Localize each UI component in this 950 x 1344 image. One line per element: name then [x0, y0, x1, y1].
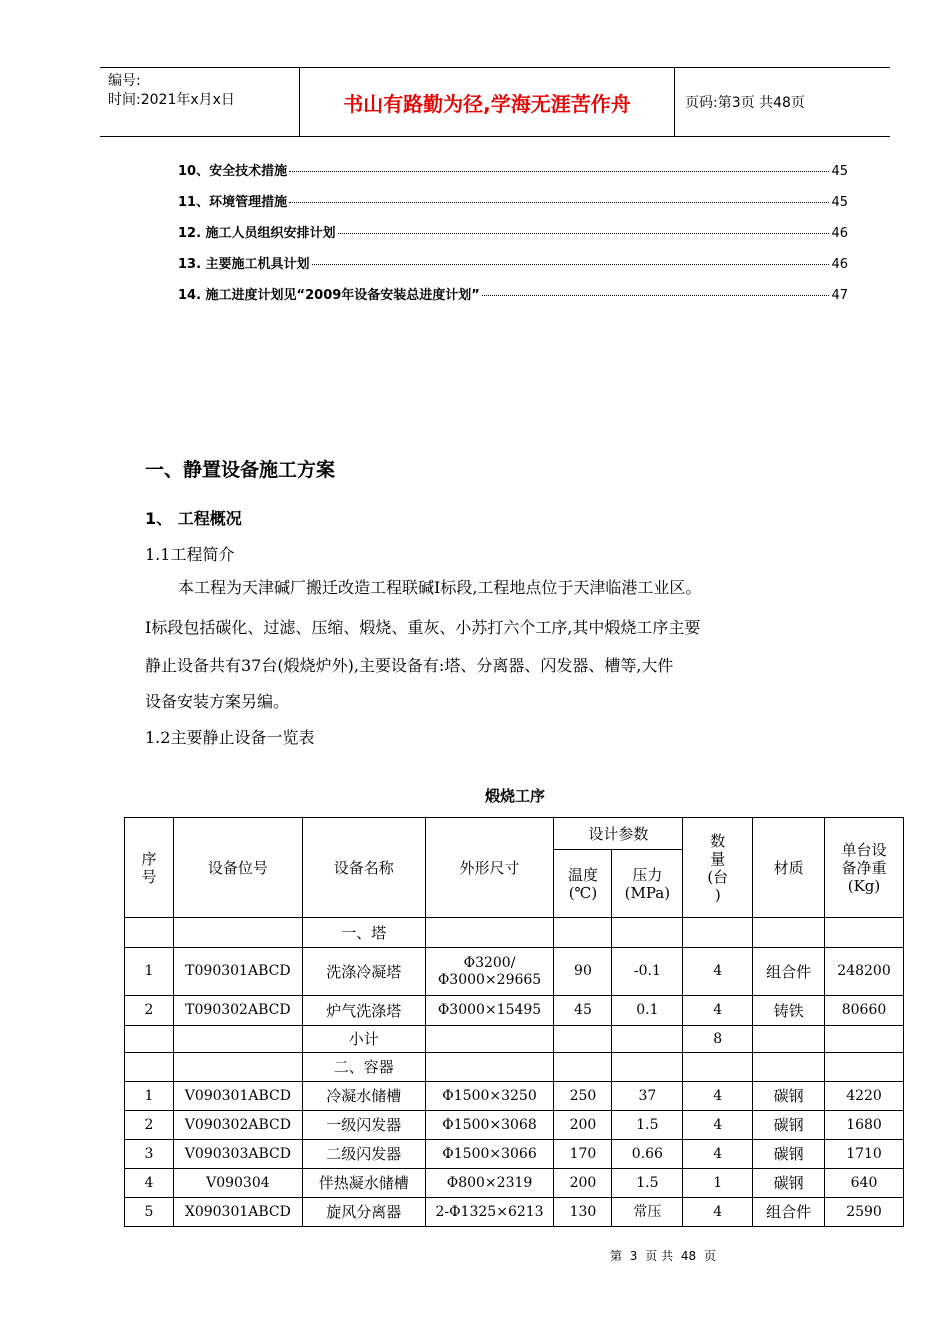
cell-press: -0.1 — [612, 948, 683, 996]
toc-page: 47 — [831, 288, 848, 303]
toc-item[interactable] — [178, 222, 848, 253]
toc-item[interactable] — [178, 284, 848, 315]
cell-press: 0.66 — [612, 1140, 683, 1169]
cell-name: 二级闪发器 — [302, 1140, 425, 1169]
cell-weight: 1710 — [825, 1140, 904, 1169]
cell-press: 0.1 — [612, 996, 683, 1026]
col-seq: 序 号 — [125, 818, 174, 918]
cell-size: Φ3200/ Φ3000×29665 — [425, 948, 554, 996]
col-press: 压力 (MPa) — [612, 850, 683, 918]
toc-page: 46 — [831, 226, 848, 241]
cell-material: 组合件 — [753, 1198, 825, 1227]
toc-page: 45 — [831, 195, 848, 210]
cell-qty: 4 — [683, 1140, 753, 1169]
cell-size: Φ800×2319 — [425, 1169, 554, 1198]
code-label: 编号: — [108, 73, 141, 89]
cell-material: 碳钢 — [753, 1169, 825, 1198]
cell-seq: 2 — [125, 1111, 174, 1140]
cell-qty: 4 — [683, 948, 753, 996]
footer-page-number: 3 — [629, 1249, 638, 1263]
table-row — [125, 948, 904, 996]
cell-qty: 4 — [683, 1198, 753, 1227]
toc-label: 10、安全技术措施 — [178, 164, 288, 179]
subtotal-label: 小计 — [302, 1026, 425, 1053]
cell-material: 组合件 — [753, 948, 825, 996]
subsubsection-title: 1.2主要静止设备一览表 — [145, 728, 315, 747]
time-label: 时间:2021年x月x日 — [108, 92, 235, 108]
table-row — [125, 1111, 904, 1140]
cell-seq: 2 — [125, 996, 174, 1026]
cell-name: 一级闪发器 — [302, 1111, 425, 1140]
cell-name: 冷凝水储槽 — [302, 1082, 425, 1111]
footer-text: 第 — [609, 1249, 622, 1263]
cell-tag: T090301ABCD — [173, 948, 302, 996]
toc-label: 11、环境管理措施 — [178, 195, 288, 210]
toc-leader — [482, 295, 830, 296]
paragraph-line: 静止设备共有37台(煅烧炉外),主要设备有:塔、分离器、闪发器、槽等,大件 — [145, 656, 674, 675]
col-design: 设计参数 — [554, 818, 683, 850]
cell-size: Φ1500×3250 — [425, 1082, 554, 1111]
group-row — [125, 1053, 904, 1082]
group-label: 二、容器 — [302, 1053, 425, 1082]
cell-qty: 4 — [683, 1111, 753, 1140]
col-temp: 温度 (℃) — [554, 850, 612, 918]
subtotal-row — [125, 1026, 904, 1053]
table-title: 煅烧工序 — [484, 787, 545, 805]
cell-qty: 4 — [683, 1082, 753, 1111]
cell-tag: T090302ABCD — [173, 996, 302, 1026]
table-row — [125, 1140, 904, 1169]
cell-seq: 4 — [125, 1169, 174, 1198]
cell-weight: 80660 — [825, 996, 904, 1026]
paragraph-line: 设备安装方案另编。 — [145, 692, 290, 711]
footer-text: 页 共 — [645, 1249, 674, 1263]
cell-size: Φ1500×3068 — [425, 1111, 554, 1140]
col-name: 设备名称 — [302, 818, 425, 918]
cell-tag: V090304 — [173, 1169, 302, 1198]
cell-seq: 1 — [125, 948, 174, 996]
toc-leader — [289, 202, 829, 203]
cell-temp: 250 — [554, 1082, 612, 1111]
cell-weight: 248200 — [825, 948, 904, 996]
section-title: 一、静置设备施工方案 — [145, 459, 336, 481]
cell-name: 洗涤冷凝塔 — [302, 948, 425, 996]
col-material: 材质 — [753, 818, 825, 918]
toc-item[interactable] — [178, 191, 848, 222]
cell-tag: V090302ABCD — [173, 1111, 302, 1140]
toc-page: 45 — [831, 164, 848, 179]
cell-press: 1.5 — [612, 1111, 683, 1140]
toc-leader — [338, 233, 830, 234]
header-page-info: 页码:第3页 共48页 — [685, 95, 805, 111]
paragraph-line: Ⅰ标段包括碳化、过滤、压缩、煅烧、重灰、小苏打六个工序,其中煅烧工序主要 — [145, 618, 701, 637]
toc-item[interactable] — [178, 160, 848, 191]
cell-temp: 45 — [554, 996, 612, 1026]
cell-size: 2-Φ1325×6213 — [425, 1198, 554, 1227]
subsection-title: 1、 工程概况 — [145, 509, 242, 528]
cell-temp: 130 — [554, 1198, 612, 1227]
cell-tag: X090301ABCD — [173, 1198, 302, 1227]
col-size: 外形尺寸 — [425, 818, 554, 918]
cell-temp: 200 — [554, 1111, 612, 1140]
equipment-table — [124, 817, 904, 1227]
cell-qty: 1 — [683, 1169, 753, 1198]
cell-material: 碳钢 — [753, 1082, 825, 1111]
table-row — [125, 996, 904, 1026]
page-footer — [0, 1247, 950, 1264]
cell-name: 伴热凝水储槽 — [302, 1169, 425, 1198]
group-row — [125, 918, 904, 948]
cell-seq: 1 — [125, 1082, 174, 1111]
group-label: 一、塔 — [302, 918, 425, 948]
cell-seq: 5 — [125, 1198, 174, 1227]
cell-weight: 2590 — [825, 1198, 904, 1227]
cell-weight: 1680 — [825, 1111, 904, 1140]
header-row — [125, 818, 904, 850]
cell-name: 旋风分离器 — [302, 1198, 425, 1227]
cell-material: 碳钢 — [753, 1111, 825, 1140]
toc-leader — [312, 264, 830, 265]
cell-temp: 200 — [554, 1169, 612, 1198]
toc-label: 12. 施工人员组织安排计划 — [178, 226, 336, 241]
toc-label: 14. 施工进度计划见“2009年设备安装总进度计划” — [178, 288, 480, 303]
cell-name: 炉气洗涤塔 — [302, 996, 425, 1026]
col-tag: 设备位号 — [173, 818, 302, 918]
cell-qty: 4 — [683, 996, 753, 1026]
toc-page: 46 — [831, 257, 848, 272]
toc-label: 13. 主要施工机具计划 — [178, 257, 310, 272]
cell-seq: 3 — [125, 1140, 174, 1169]
cell-weight: 640 — [825, 1169, 904, 1198]
table-of-contents — [178, 160, 848, 315]
subsubsection-title: 1.1工程简介 — [145, 545, 235, 564]
cell-tag: V090301ABCD — [173, 1082, 302, 1111]
toc-leader — [289, 171, 829, 172]
cell-tag: V090303ABCD — [173, 1140, 302, 1169]
cell-temp: 170 — [554, 1140, 612, 1169]
page-header — [100, 67, 890, 137]
paragraph-line: 本工程为天津碱厂搬迁改造工程联碱Ⅰ标段,工程地点位于天津临港工业区。 — [178, 578, 702, 597]
cell-size: Φ3000×15495 — [425, 996, 554, 1026]
toc-item[interactable] — [178, 253, 848, 284]
footer-text: 页 — [704, 1249, 717, 1263]
cell-weight: 4220 — [825, 1082, 904, 1111]
header-left — [100, 68, 300, 136]
table-row — [125, 1198, 904, 1227]
footer-total-pages: 48 — [680, 1249, 697, 1263]
cell-press: 常压 — [612, 1198, 683, 1227]
cell-temp: 90 — [554, 948, 612, 996]
cell-press: 1.5 — [612, 1169, 683, 1198]
table-row — [125, 1082, 904, 1111]
cell-material: 铸铁 — [753, 996, 825, 1026]
cell-press: 37 — [612, 1082, 683, 1111]
header-motto: 书山有路勤为径,学海无涯苦作舟 — [300, 68, 675, 136]
cell-size: Φ1500×3066 — [425, 1140, 554, 1169]
cell-material: 碳钢 — [753, 1140, 825, 1169]
table-row — [125, 1169, 904, 1198]
subtotal-qty: 8 — [683, 1026, 753, 1053]
col-weight: 单台设 备净重 (Kg) — [825, 818, 904, 918]
col-qty: 数 量 (台 ) — [683, 818, 753, 918]
